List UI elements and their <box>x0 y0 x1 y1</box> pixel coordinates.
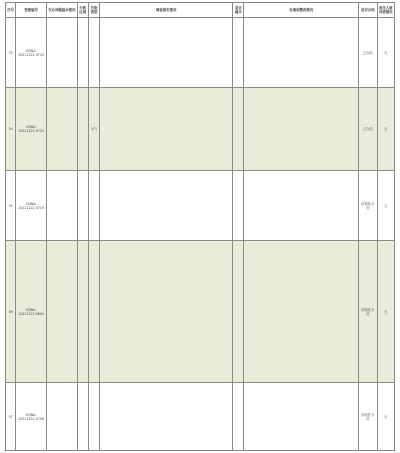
cell-closed: 阶段性办结 <box>359 383 377 451</box>
table-row <box>6 383 395 451</box>
cell-no: 33 <box>6 18 16 88</box>
cell-accountable: 无 <box>377 18 394 88</box>
cell-id: X3JNA-20211222-0706 <box>16 383 47 451</box>
cell-accountable: 无 <box>377 383 394 451</box>
cell-closed: 已办结 <box>359 88 377 171</box>
header-handling: 处理和整改情况 <box>244 3 359 18</box>
cell-accountable: 无 <box>377 171 394 241</box>
cell-issue <box>46 18 77 88</box>
cell-accountable: 无 <box>377 241 394 383</box>
cell-investigation <box>100 241 233 383</box>
cell-handling <box>244 383 359 451</box>
cell-issue <box>46 241 77 383</box>
cell-closed: 阶段性办结 <box>359 241 377 383</box>
cell-verified <box>233 383 244 451</box>
header-closed: 是否办结 <box>359 3 377 18</box>
table-row <box>6 18 395 88</box>
cell-type <box>88 383 99 451</box>
cell-region <box>77 383 88 451</box>
cell-id: X3JNA-20211222-0719 <box>16 171 47 241</box>
cell-verified <box>233 88 244 171</box>
cell-issue <box>46 88 77 171</box>
cell-id: X3JNA-20211222-0694 <box>16 241 47 383</box>
header-verified: 是否属实 <box>233 3 244 18</box>
cell-verified <box>233 171 244 241</box>
cell-id: X3JNA-20211222-0734 <box>16 18 47 88</box>
cell-handling <box>244 241 359 383</box>
cell-no: 37 <box>6 383 16 451</box>
cell-handling <box>244 18 359 88</box>
cell-closed: 已办结 <box>359 18 377 88</box>
document-page <box>5 2 395 451</box>
cell-region <box>77 241 88 383</box>
cell-verified <box>233 241 244 383</box>
cell-investigation <box>100 383 233 451</box>
cell-accountable: 无 <box>377 88 394 171</box>
header-no: 序号 <box>6 3 16 18</box>
cell-type: 大气 <box>88 88 99 171</box>
complaint-table <box>5 2 395 451</box>
cell-investigation <box>100 88 233 171</box>
cell-region <box>77 171 88 241</box>
cell-handling <box>244 171 359 241</box>
header-issue: 交办问题基本情况 <box>46 3 77 18</box>
cell-region <box>77 18 88 88</box>
table-row <box>6 241 395 383</box>
header-accountable: 责任人被问责情况 <box>377 3 394 18</box>
cell-id: X3JNA-20211222-0724 <box>16 88 47 171</box>
cell-investigation <box>100 18 233 88</box>
cell-no: 34 <box>6 88 16 171</box>
cell-verified <box>233 18 244 88</box>
header-row <box>6 3 395 18</box>
cell-handling <box>244 88 359 171</box>
cell-issue <box>46 171 77 241</box>
table-row <box>6 88 395 171</box>
header-type: 污染类型 <box>88 3 99 18</box>
cell-type <box>88 241 99 383</box>
header-id: 受理编号 <box>16 3 47 18</box>
header-region: 行政区域 <box>77 3 88 18</box>
cell-no: 35 <box>6 171 16 241</box>
cell-type <box>88 18 99 88</box>
cell-region <box>77 88 88 171</box>
cell-closed: 阶段性办结 <box>359 171 377 241</box>
cell-issue <box>46 383 77 451</box>
table-row <box>6 171 395 241</box>
header-investigation: 调查核实情况 <box>100 3 233 18</box>
cell-type <box>88 171 99 241</box>
cell-investigation <box>100 171 233 241</box>
cell-no: 36 <box>6 241 16 383</box>
